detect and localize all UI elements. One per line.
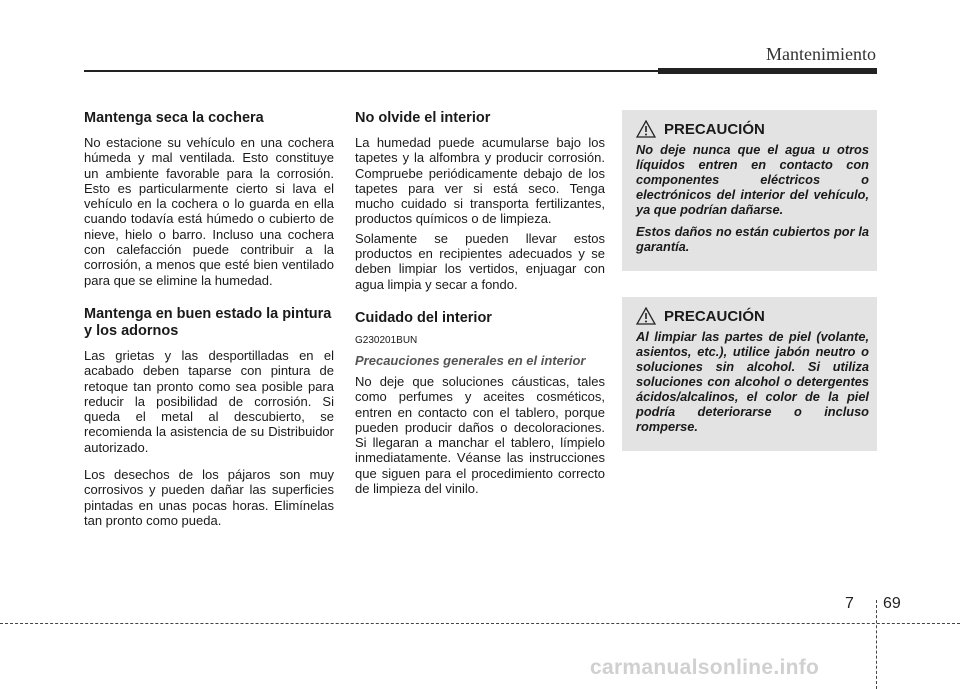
paragraph-paint: Las grietas y las desportilladas en el acabado deben taparse con pintura de retoque tan pronto como sea posible para reducir la posibilidad de corrosión. Si queda el metal al descubierto, se recomienda la asistencia de su Distribuidor autorizado. bbox=[84, 347, 334, 455]
caution-header bbox=[636, 120, 869, 138]
warning-triangle-icon bbox=[636, 307, 656, 325]
caution-text: No deje nunca que el agua u otros líquidos entren en contacto con componentes eléctricos o electrónicos del interior del vehículo, ya que podrían dañarse. bbox=[636, 142, 869, 217]
caution-text-warranty: Estos daños no están cubiertos por la garantía. bbox=[636, 224, 869, 254]
warning-triangle-icon bbox=[636, 120, 656, 138]
page-number: 69 bbox=[883, 595, 901, 612]
heading-garage: Mantenga seca la cochera bbox=[84, 110, 264, 126]
caution-text: Al limpiar las partes de piel (volante, asientos, etc.), utilice jabón neutro o soluciones sin alcohol. Si utiliza soluciones con alcohol o detergentes ácidos/alcalinos, el color de la piel podría deteriorarse o incluso romperse. bbox=[636, 329, 869, 434]
watermark: carmanualsonline.info bbox=[590, 656, 820, 679]
subheading-precautions: Precauciones generales en el interior bbox=[355, 352, 586, 368]
caution-title: PRECAUCIÓN bbox=[664, 120, 765, 138]
footer-dashed-rule bbox=[0, 623, 960, 624]
column-3 bbox=[622, 110, 877, 477]
chapter-number: 7 bbox=[845, 595, 854, 612]
header-rule-thick bbox=[658, 68, 877, 74]
paragraph-birds: Los desechos de los pájaros son muy corrosivos y pueden dañar las superficies pintadas en unas pocas horas. Elimínelas tan pronto como pueda. bbox=[84, 467, 334, 528]
heading-interior-care: Cuidado del interior bbox=[355, 309, 492, 326]
caution-header bbox=[636, 307, 869, 325]
column-2 bbox=[355, 110, 605, 508]
caution-box-electrical bbox=[622, 110, 877, 271]
heading-interior: No olvide el interior bbox=[355, 110, 491, 126]
section-code: G230201BUN bbox=[355, 334, 418, 346]
heading-paint: Mantenga en buen estado la pintura y los adornos bbox=[84, 305, 332, 339]
column-1 bbox=[84, 110, 334, 540]
footer-dashed-divider bbox=[876, 600, 877, 689]
paragraph-caustic: No deje que soluciones cáusticas, tales como perfumes y aceites cosméticos, entren en contacto con el tablero, porque pueden producir daños o decoloraciones. Si llegaran a manchar el tablero, límpielo inmediatamente. Véanse las instrucciones que siguen para el procedimiento correcto de limpieza del vinilo. bbox=[355, 373, 605, 497]
paragraph-products: Solamente se pueden llevar estos productos en recipientes adecuados y se deben limpiar los vertidos, enjuagar con agua limpia y secar a fondo. bbox=[355, 230, 605, 292]
header-rule bbox=[84, 70, 658, 72]
caution-title: PRECAUCIÓN bbox=[664, 307, 765, 325]
paragraph-garage: No estacione su vehículo en una cochera húmeda y mal ventilada. Esto constituye un ambiente favorable para la corrosión. Esto es particularmente cierto si lava el vehículo en la cochera o lo guarda en ella cuando todavía está húmedo o cubierto de nieve, hielo o barro. Incluso una cochera con calefacción puede contribuir a la corrosión, a menos que esté bien ventilado para que se elimine la humedad. bbox=[84, 135, 334, 288]
header-title: Mantenimiento bbox=[766, 44, 876, 64]
paragraph-moisture: La humedad puede acumularse bajo los tapetes y la alfombra y producir corrosión. Compruebe periódicamente debajo de los tapetes para ver si está seco. Tenga mucho cuidado si transporta fertilizantes, productos químicos o de limpieza. bbox=[355, 135, 605, 227]
caution-box-leather bbox=[622, 297, 877, 451]
